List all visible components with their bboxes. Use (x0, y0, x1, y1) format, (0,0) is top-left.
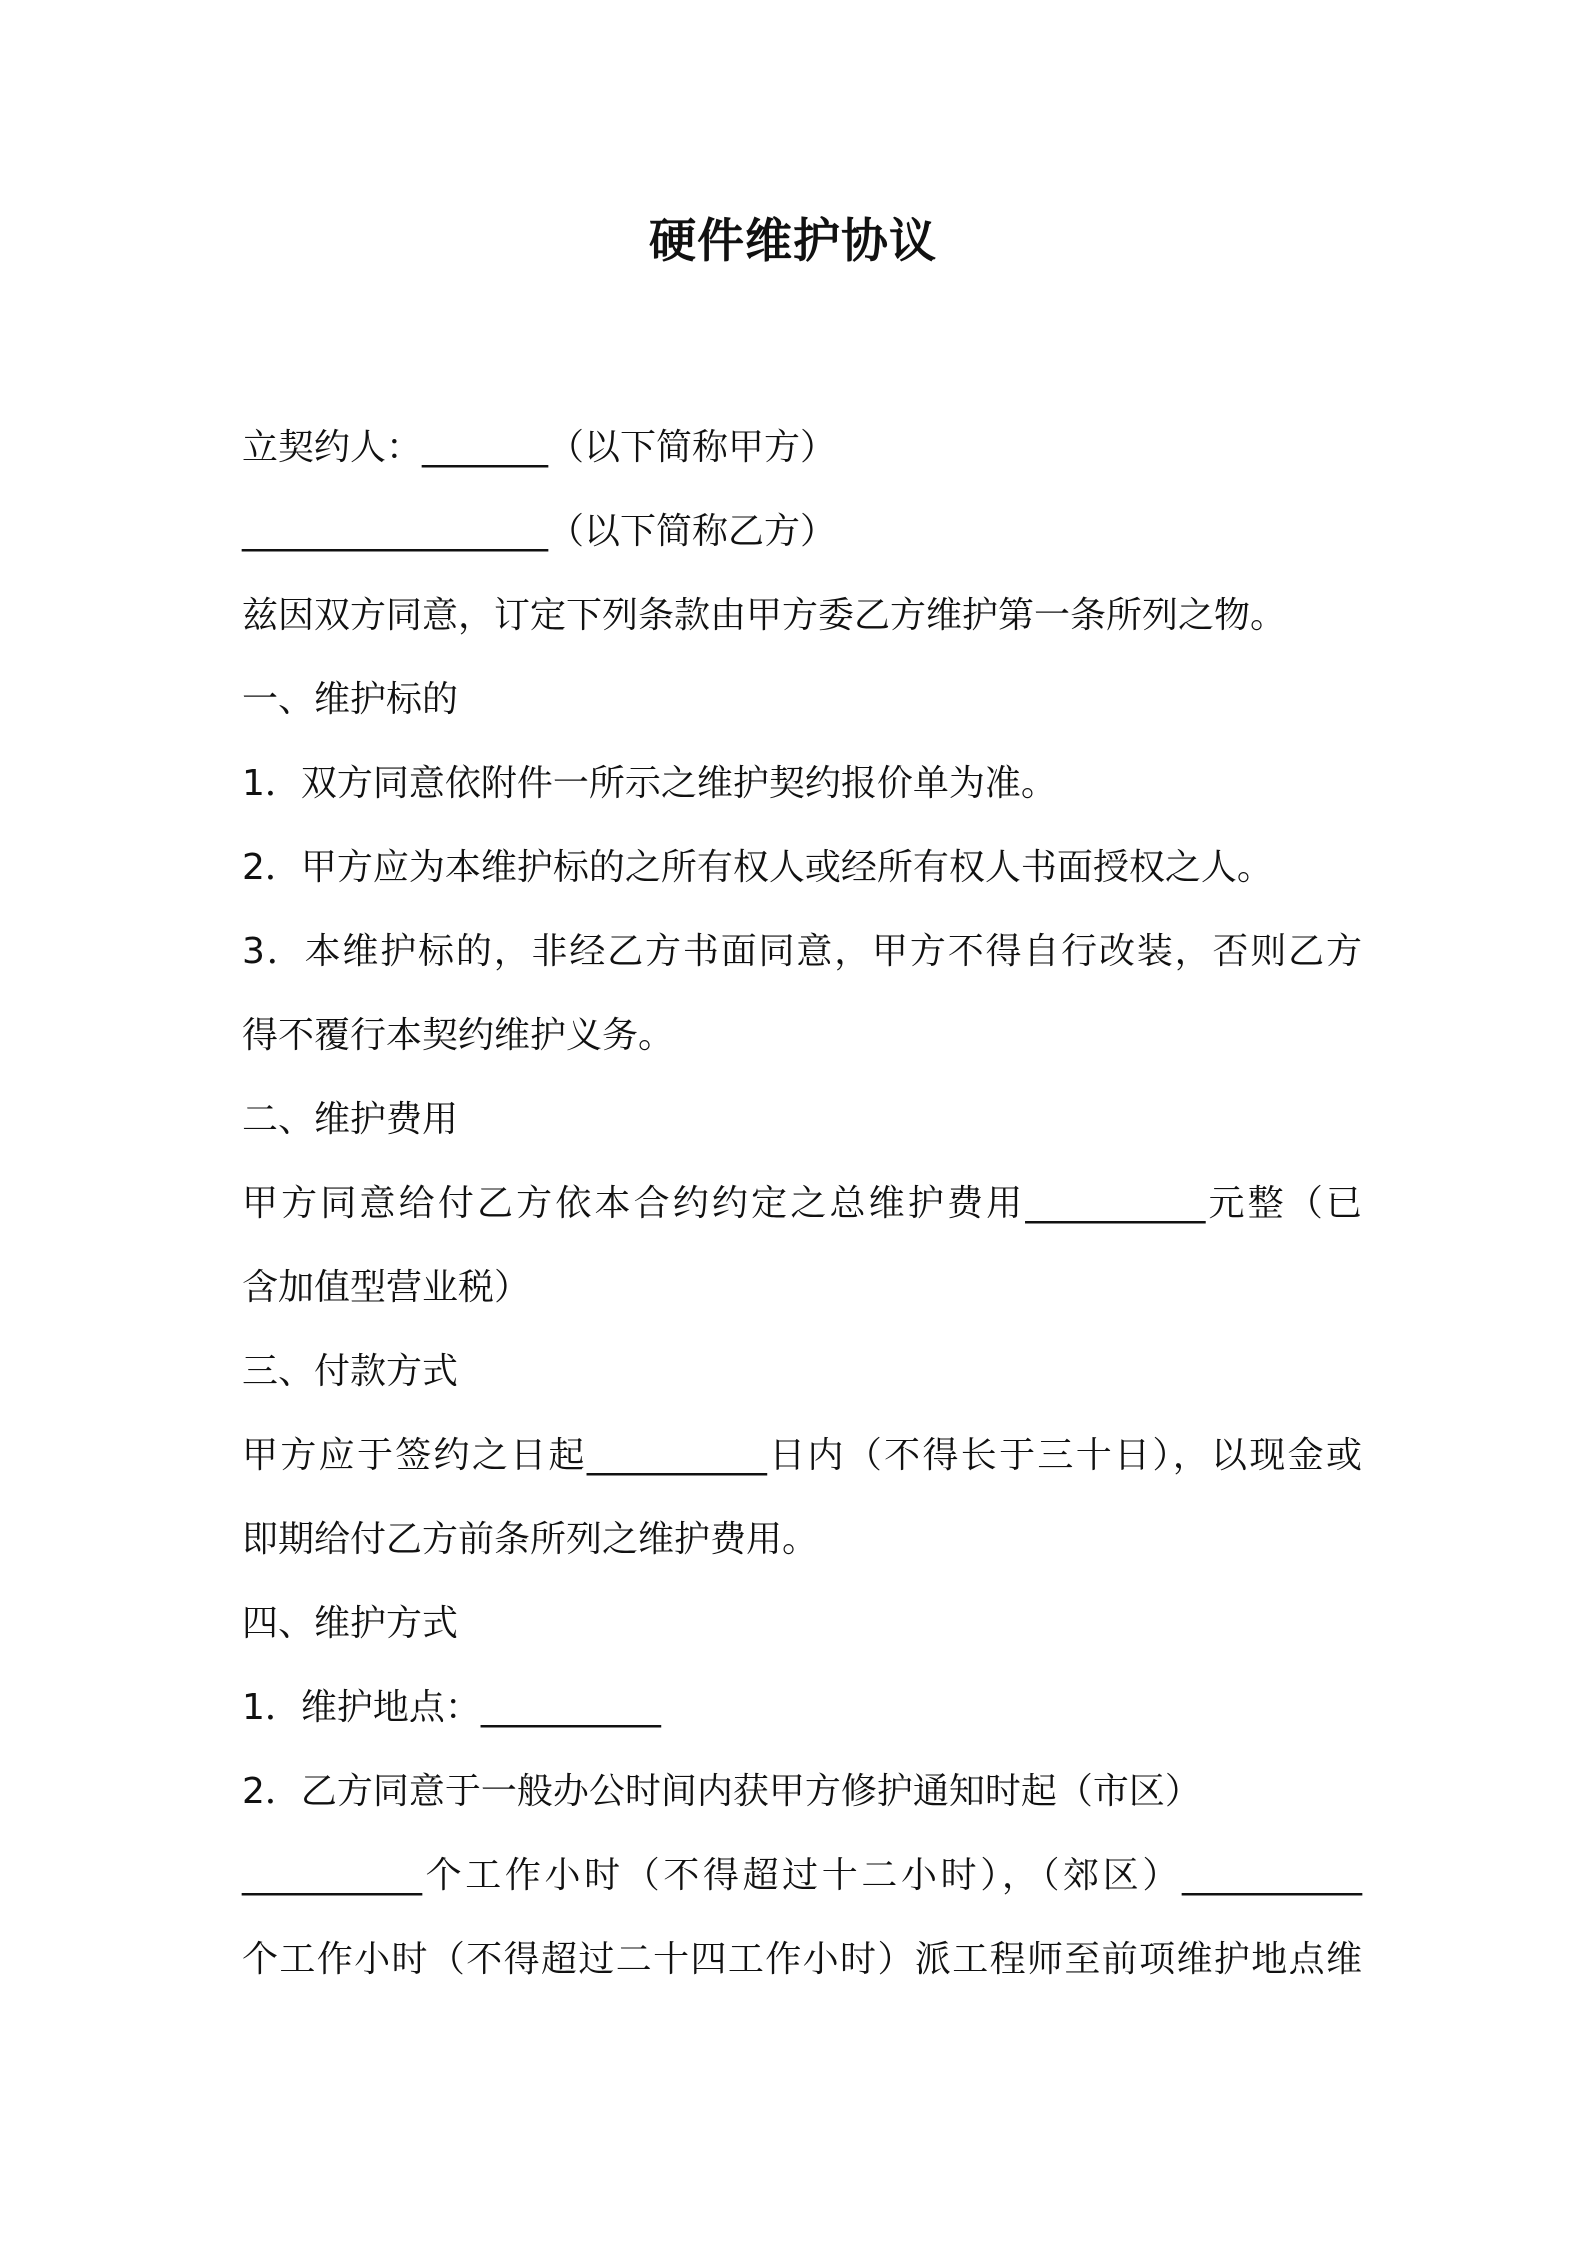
section-heading-2: 二、维护费用 (242, 1099, 459, 1140)
clause-1-1: 1．双方同意依附件一所示之维护契约报价单为准。 (242, 763, 1057, 804)
preamble-line: 兹因双方同意，订定下列条款由甲方委乙方维护第一条所列之物。 (242, 595, 1287, 636)
document-title: 硬件维护协议 (649, 214, 937, 269)
clause-4-2-cont: __________个工作小时（不得超过十二小时），（郊区）__________ (242, 1855, 1362, 1896)
section-heading-1: 一、维护标的 (242, 679, 459, 720)
clause-1-3: 3．本维护标的，非经乙方书面同意，甲方不得自行改装，否则乙方 (242, 931, 1362, 972)
clause-4-1: 1．维护地点：__________ (242, 1687, 661, 1728)
party-a-line: 立契约人：_______（以下简称甲方） (242, 427, 837, 468)
section-heading-4: 四、维护方式 (242, 1603, 459, 1644)
fee-clause-cont: 含加值型营业税） (242, 1267, 531, 1308)
party-b-line: _________________（以下简称乙方） (242, 511, 837, 552)
payment-clause: 甲方应于签约之日起__________日内（不得长于三十日），以现金或 (242, 1435, 1362, 1476)
clause-4-2-cont-2: 个工作小时（不得超过二十四工作小时）派工程师至前项维护地点维 (242, 1939, 1362, 1980)
fee-clause: 甲方同意给付乙方依本合约约定之总维护费用__________元整（已 (242, 1183, 1362, 1224)
clause-1-3-cont: 得不覆行本契约维护义务。 (242, 1015, 675, 1056)
clause-4-2: 2．乙方同意于一般办公时间内获甲方修护通知时起（市区） (242, 1771, 1201, 1812)
clause-1-2: 2．甲方应为本维护标的之所有权人或经所有权人书面授权之人。 (242, 847, 1273, 888)
payment-clause-cont: 即期给付乙方前条所列之维护费用。 (242, 1519, 819, 1560)
section-heading-3: 三、付款方式 (242, 1351, 459, 1392)
document-body (242, 406, 1362, 2002)
